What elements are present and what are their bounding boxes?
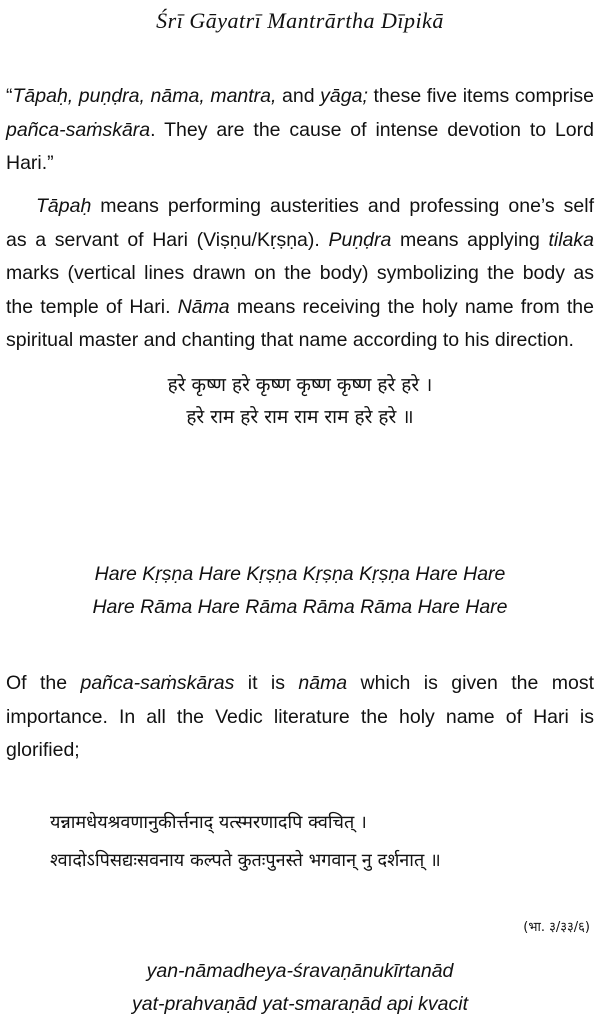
text-span: means applying [391, 228, 549, 251]
translit-line-2: yat-prahvaṇād yat-smaraṇād api kvacit [131, 993, 468, 1015]
text-span: Of the [6, 672, 81, 694]
text-span: means receiving the holy name from the spiritual master and chanting that name according to his direction. [6, 295, 594, 351]
verse-maha-mantra-transliteration [0, 558, 600, 624]
text-span: it is [234, 672, 299, 694]
verse-line-1: हरे कृष्ण हरे कृष्ण कृष्ण कृष्ण हरे हरे । [167, 374, 433, 396]
text-span: marks (vertical lines drawn on the body) symbolizing the body as the temple of Hari. [6, 262, 594, 318]
term-pundra: Puṇḍra [328, 228, 392, 251]
translit-line-1: Hare Kṛṣṇa Hare Kṛṣṇa Kṛṣṇa Kṛṣṇa Hare Hare [94, 563, 506, 585]
paragraph-pancha-samskara [6, 80, 594, 181]
term-yaga: yāga; [320, 85, 368, 107]
verse-line-2: हरे राम हरे राम राम राम हरे हरे ॥ [186, 406, 414, 428]
text-span: means performing austerities and professing one’s self as a servant of Hari (Viṣṇu/Kṛṣṇa). [6, 195, 594, 251]
running-header: Śrī Gāyatrī Mantrārtha Dīpikā [156, 8, 444, 33]
paragraph-importance-of-nama [6, 667, 594, 768]
term-tapah: Tāpaḥ [36, 195, 92, 217]
text-span: . They are the cause of intense devotion to Lord Hari.” [6, 118, 594, 174]
verse-maha-mantra-devanagari [0, 369, 600, 433]
translit-line-1: yan-nāmadheya-śravaṇānukīrtanād [146, 960, 454, 982]
term-tilaka: tilaka [548, 228, 594, 251]
verse-line-1: यन्नामधेयश्रवणानुकीर्त्तनाद् यत्स्मरणादपि क्वचित् । [50, 812, 367, 833]
text-span: and [276, 85, 321, 107]
quote-open: “ [6, 85, 13, 107]
term-nama: nāma [298, 672, 348, 694]
term-list: Tāpaḥ, puṇḍra, nāma, mantra, [12, 85, 277, 107]
verse-bhagavatam-transliteration [0, 955, 600, 1021]
text-span: which is given the most importance. In all the Vedic literature the holy name of Hari is glorified; [6, 672, 594, 761]
term-pancha-samskara: pañca-saṁskāra [6, 118, 151, 141]
verse-reference: (भा. ३/३३/६) [523, 920, 590, 935]
text-span: these five items comprise [367, 85, 594, 107]
translit-line-2: Hare Rāma Hare Rāma Rāma Rāma Hare Hare [92, 596, 508, 618]
verse-bhagavatam-devanagari [50, 804, 590, 880]
paragraph-definitions [6, 190, 594, 358]
term-pancha-samskaras: pañca-saṁskāras [80, 672, 235, 694]
term-nama: Nāma [177, 295, 230, 318]
verse-line-2: श्वादोऽपिसद्यःसवनाय कल्पते कुतःपुनस्ते भगवान् नु दर्शनात् ॥ [50, 850, 441, 871]
